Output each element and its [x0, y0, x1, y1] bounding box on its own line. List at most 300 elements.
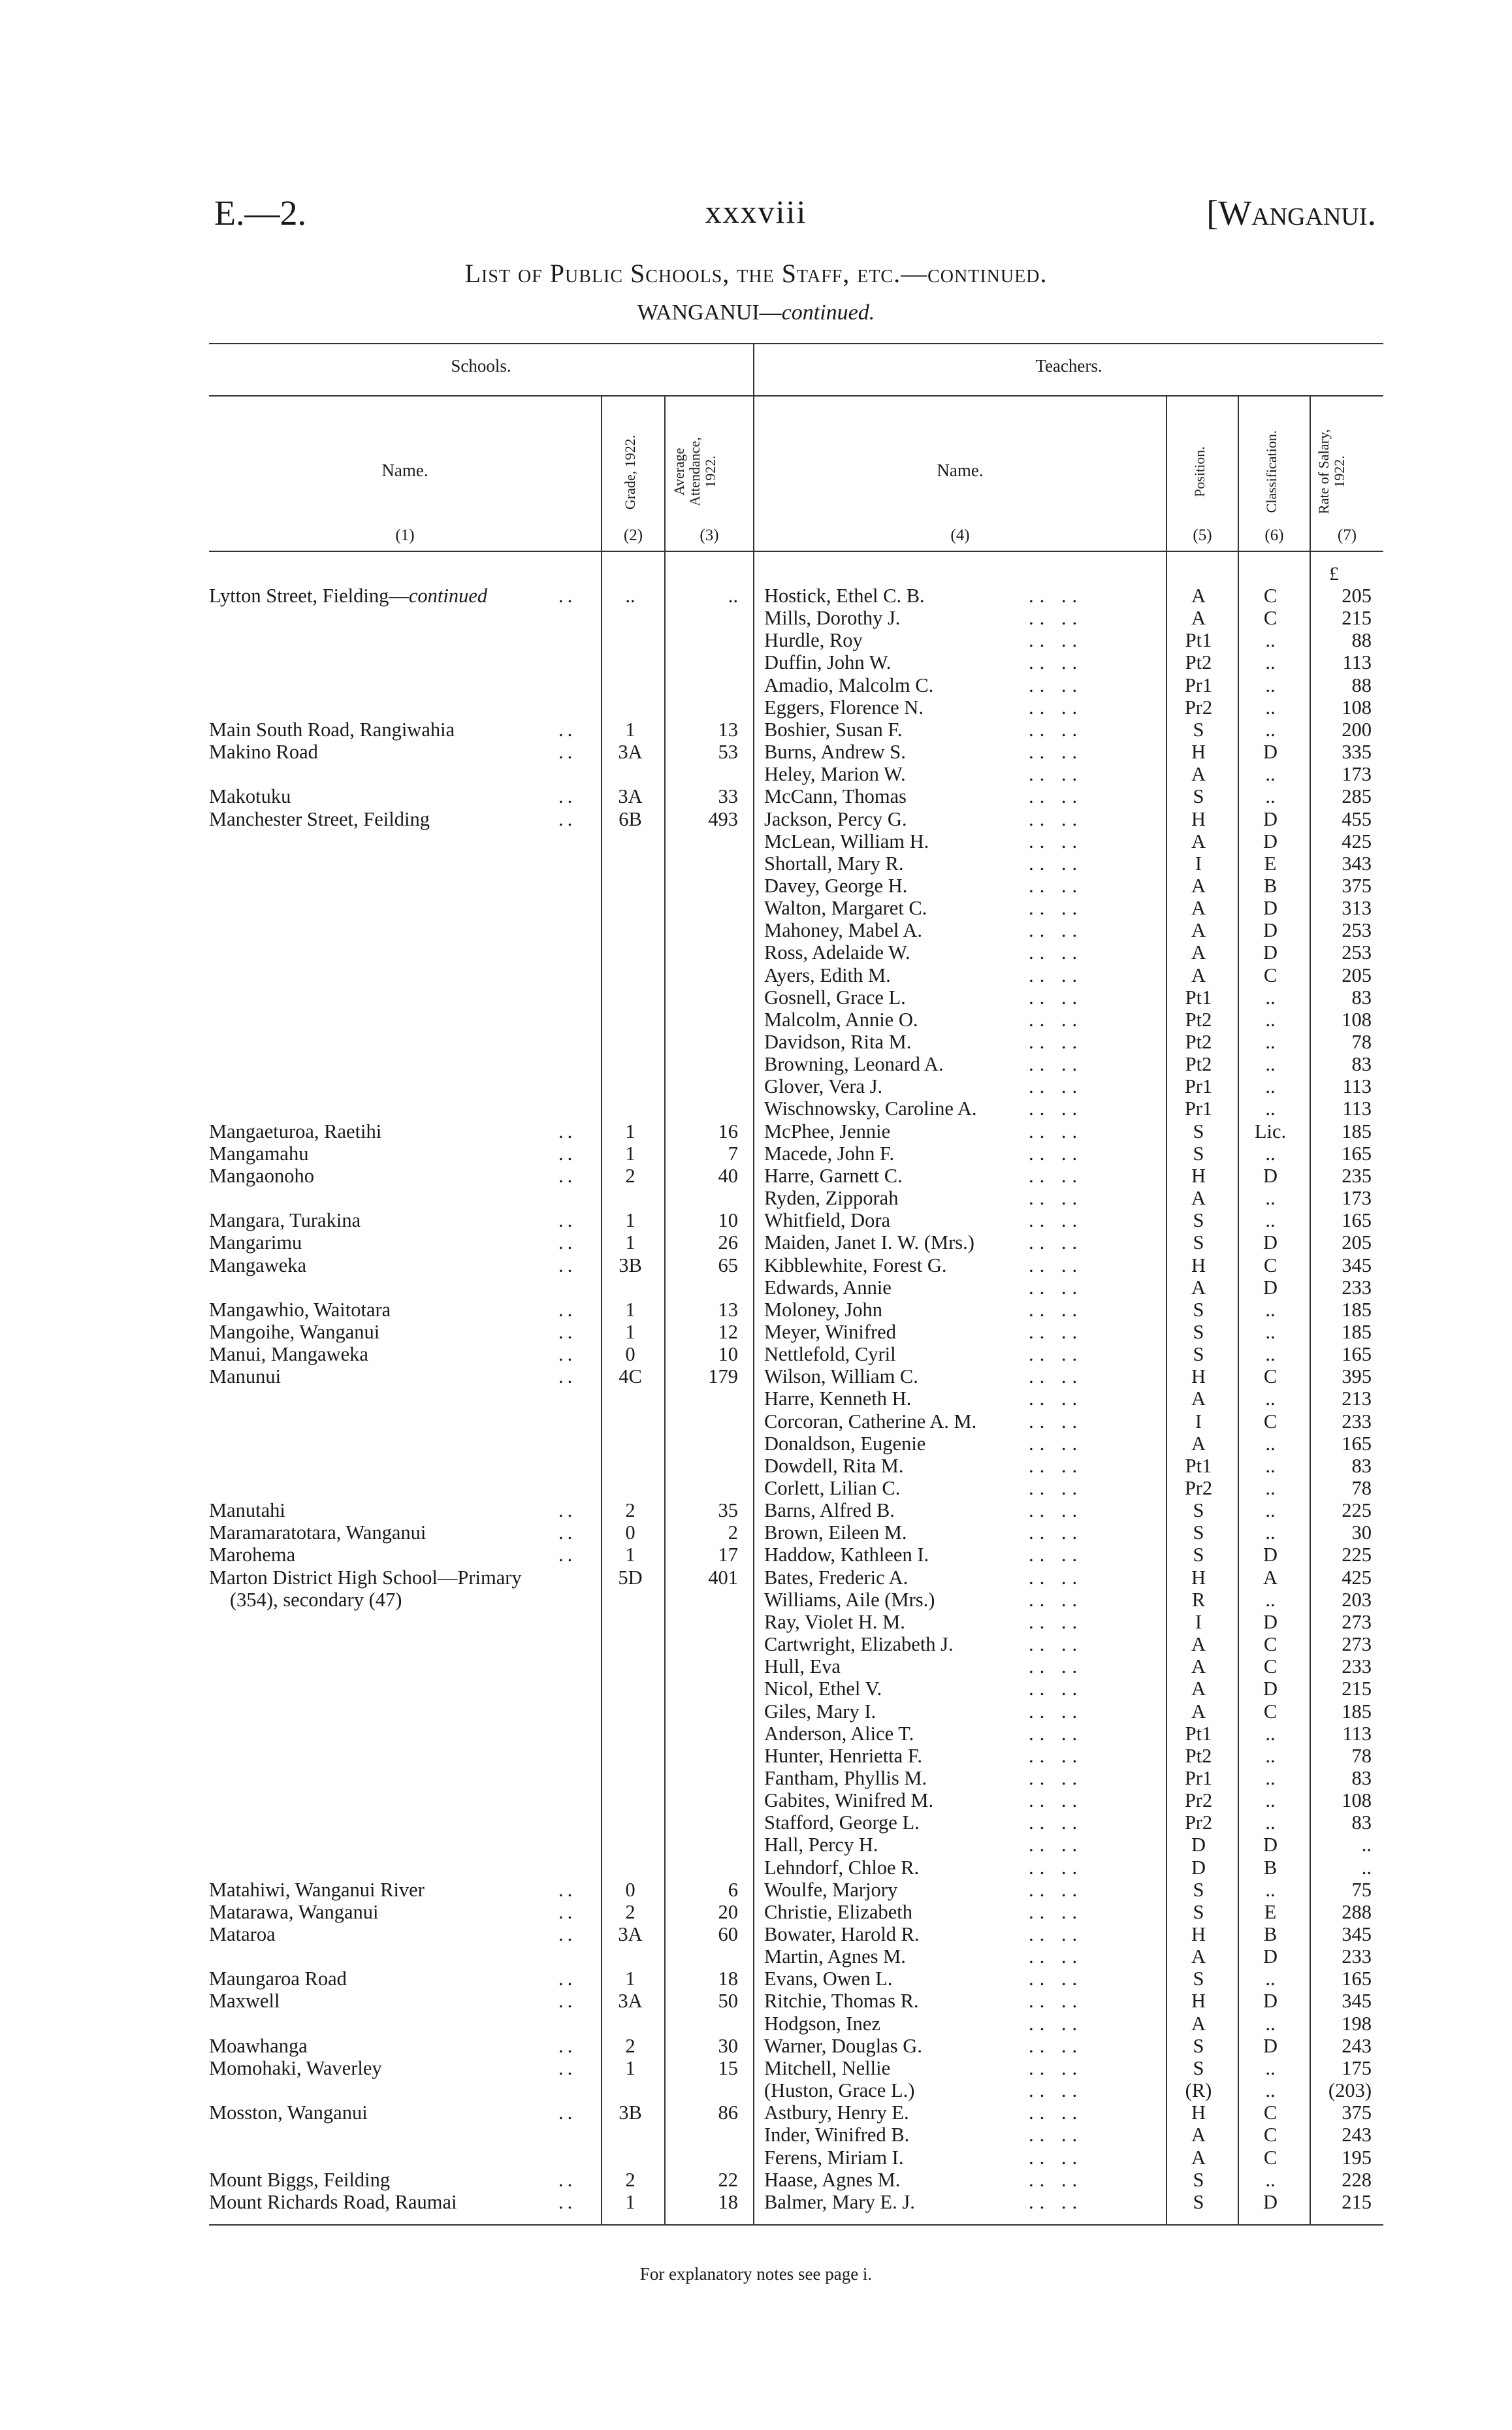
table-row: [0, 719, 1512, 741]
salary-cell: 215: [1342, 1677, 1372, 1700]
school-name: Marton District High School—Primary: [209, 1566, 522, 1589]
table-row: [0, 1031, 1512, 1053]
leader-dots: .. ..: [1029, 1187, 1084, 1210]
position-cell: I: [1195, 1610, 1202, 1633]
table-row: [0, 1231, 1512, 1254]
position-cell: S: [1193, 1320, 1204, 1343]
header-left: E.—2.: [214, 193, 306, 233]
classification-cell: D: [1263, 1276, 1278, 1299]
salary-cell: (203): [1328, 2079, 1372, 2102]
position-cell: I: [1195, 852, 1202, 875]
salary-cell: 108: [1342, 696, 1372, 719]
grade-cell: 1: [625, 1320, 635, 1343]
classification-cell: C: [1263, 1365, 1278, 1388]
table-row: [0, 1433, 1512, 1455]
salary-cell: 395: [1342, 1365, 1372, 1388]
salary-cell: 200: [1342, 718, 1372, 741]
school-name: Mangawhio, Waitotara: [209, 1298, 391, 1321]
salary-cell: 215: [1342, 2190, 1372, 2213]
classification-cell: ..: [1265, 696, 1276, 719]
teacher-name: Harre, Kenneth H.: [764, 1387, 912, 1410]
leader-dots: .. ..: [1029, 807, 1084, 830]
leader-dots: .. ..: [1029, 2124, 1084, 2146]
leader-dots: .. ..: [1029, 1990, 1084, 2013]
grade-cell: 3A: [618, 1990, 643, 2013]
teacher-name: Cartwright, Elizabeth J.: [764, 1633, 954, 1656]
salary-cell: 253: [1342, 941, 1372, 964]
teacher-name: Anderson, Alice T.: [764, 1722, 914, 1745]
position-cell: A: [1191, 1187, 1206, 1210]
leader-dots: .. ..: [1029, 1834, 1084, 1856]
leader-dots: .. ..: [1029, 874, 1084, 897]
position-cell: A: [1191, 941, 1206, 964]
classification-cell: ..: [1265, 651, 1276, 674]
position-cell: Pt2: [1185, 651, 1212, 674]
salary-cell: 205: [1342, 1231, 1372, 1254]
classification-cell: ..: [1265, 1298, 1276, 1321]
teacher-name: Brown, Eileen M.: [764, 1521, 907, 1544]
table-row: [0, 897, 1512, 919]
teacher-name: Hull, Eva: [764, 1655, 841, 1678]
table-row: [0, 1455, 1512, 1477]
leader-dots: .. ..: [1029, 2034, 1084, 2057]
position-cell: S: [1193, 1521, 1204, 1544]
attendance-cell: 10: [718, 1209, 738, 1232]
teacher-name: Donaldson, Eugenie: [764, 1432, 926, 1455]
teacher-name: McCann, Thomas: [764, 785, 907, 808]
header-right: [Wanganui.: [1206, 193, 1376, 233]
leader-dots: .. ..: [1029, 1410, 1084, 1433]
table-row: [0, 1365, 1512, 1387]
table-row: [0, 763, 1512, 785]
position-cell: (R): [1185, 2079, 1212, 2102]
position-cell: S: [1193, 1544, 1204, 1566]
position-cell: S: [1193, 1120, 1204, 1142]
position-cell: H: [1191, 1923, 1206, 1945]
leader-dots: .. ..: [1029, 941, 1084, 964]
classification-cell: ..: [1265, 1588, 1276, 1611]
position-cell: Pt1: [1185, 1454, 1212, 1477]
table-row: [0, 1923, 1512, 1945]
school-name: Mosston, Wanganui: [209, 2101, 368, 2124]
position-cell: H: [1191, 1990, 1206, 2013]
leader-dots: .. ..: [1029, 1633, 1084, 1656]
table-row: [0, 1097, 1512, 1120]
table-row: [0, 1299, 1512, 1321]
classification-cell: ..: [1265, 673, 1276, 696]
leader-dots: .. ..: [1029, 1454, 1084, 1477]
position-cell: S: [1193, 2190, 1204, 2213]
position-cell: S: [1193, 1499, 1204, 1522]
grade-cell: 1: [625, 1142, 635, 1165]
salary-cell: 213: [1342, 1387, 1372, 1410]
leader-dots: .. ..: [1029, 1878, 1084, 1901]
leader-dots: .. ..: [1029, 1499, 1084, 1522]
leader-dots: .. ..: [1029, 1945, 1084, 1968]
classification-cell: D: [1263, 1677, 1278, 1700]
grade-cell: 3A: [618, 1923, 643, 1945]
leader-dots: .. ..: [1029, 1097, 1084, 1120]
school-name: Main South Road, Rangiwahia: [209, 718, 455, 741]
teacher-name: Harre, Garnett C.: [764, 1164, 903, 1187]
teacher-name: Moloney, John: [764, 1298, 883, 1321]
grade-cell: 3B: [619, 1254, 642, 1276]
attendance-cell: 40: [718, 1164, 738, 1187]
school-name: Manunui: [209, 1365, 281, 1388]
teacher-name: Christie, Elizabeth: [764, 1900, 912, 1923]
teacher-name: Evans, Owen L.: [764, 1968, 893, 1990]
school-name: Moawhanga: [209, 2034, 308, 2057]
position-cell: A: [1191, 964, 1206, 986]
table-row: [0, 1834, 1512, 1856]
leader-dots: ..: [558, 1164, 577, 1187]
leader-dots: .. ..: [1029, 1231, 1084, 1254]
leader-dots: ..: [558, 1900, 577, 1923]
salary-cell: 113: [1342, 1722, 1372, 1745]
classification-cell: D: [1263, 1610, 1278, 1633]
grade-cell: 2: [625, 2034, 635, 2057]
teacher-name: Duffin, John W.: [764, 651, 892, 674]
salary-cell: 215: [1342, 607, 1372, 630]
grade-cell: 4C: [619, 1365, 642, 1388]
table-row: [0, 1521, 1512, 1544]
teacher-name: Nicol, Ethel V.: [764, 1677, 882, 1700]
classification-cell: C: [1263, 1633, 1278, 1656]
position-cell: Pr1: [1184, 1766, 1213, 1789]
classification-cell: C: [1263, 1254, 1278, 1276]
grade-cell: 3A: [618, 785, 643, 808]
teacher-name: Amadio, Malcolm C.: [764, 673, 934, 696]
teacher-name: Davidson, Rita M.: [764, 1031, 912, 1053]
leader-dots: .. ..: [1029, 2056, 1084, 2079]
salary-cell: 83: [1351, 1454, 1372, 1477]
position-cell: S: [1193, 1142, 1204, 1165]
teacher-name: Wilson, William C.: [764, 1365, 918, 1388]
grade-cell: 2: [625, 1900, 635, 1923]
position-cell: A: [1191, 585, 1206, 607]
grade-cell: 2: [625, 1164, 635, 1187]
leader-dots: .. ..: [1029, 1744, 1084, 1767]
table-row: [0, 696, 1512, 719]
leader-dots: .. ..: [1029, 785, 1084, 808]
salary-cell: 313: [1342, 897, 1372, 920]
attendance-cell: 22: [718, 2168, 738, 2191]
classification-cell: ..: [1265, 1320, 1276, 1343]
school-name: Matahiwi, Wanganui River: [209, 1878, 425, 1901]
teacher-name: Stafford, George L.: [764, 1811, 920, 1834]
teacher-name: Davey, George H.: [764, 874, 908, 897]
leader-dots: .. ..: [1029, 651, 1084, 674]
salary-cell: 273: [1342, 1610, 1372, 1633]
teacher-name: Jackson, Percy G.: [764, 807, 907, 830]
col-num-7: (7): [1337, 526, 1357, 544]
teacher-name: Inder, Winifred B.: [764, 2124, 910, 2146]
leader-dots: .. ..: [1029, 2190, 1084, 2213]
leader-dots: .. ..: [1029, 852, 1084, 875]
leader-dots: .. ..: [1029, 1923, 1084, 1945]
teacher-name: Mills, Dorothy J.: [764, 607, 901, 630]
salary-cell: 198: [1342, 2012, 1372, 2035]
salary-cell: 233: [1342, 1945, 1372, 1968]
position-cell: Pr2: [1184, 1789, 1213, 1812]
teacher-name: Eggers, Florence N.: [764, 696, 924, 719]
classification-cell: ..: [1265, 1766, 1276, 1789]
classification-cell: B: [1263, 1856, 1278, 1879]
salary-cell: 75: [1351, 1878, 1372, 1901]
attendance-cell: 10: [718, 1343, 738, 1366]
classification-cell: E: [1264, 852, 1277, 875]
school-name: Maungaroa Road: [209, 1968, 347, 1990]
position-cell: S: [1193, 1878, 1204, 1901]
leader-dots: .. ..: [1029, 1856, 1084, 1879]
leader-dots: ..: [558, 1320, 577, 1343]
table-row: [0, 674, 1512, 696]
teacher-name: Woulfe, Marjory: [764, 1878, 898, 1901]
salary-cell: 225: [1342, 1499, 1372, 1522]
leader-dots: .. ..: [1029, 1544, 1084, 1566]
table-row: [0, 1209, 1512, 1231]
teacher-name: Nettlefold, Cyril: [764, 1343, 896, 1366]
teacher-name: Ferens, Miriam I.: [764, 2146, 904, 2169]
position-cell: H: [1191, 1164, 1206, 1187]
salary-cell: 345: [1342, 1254, 1372, 1276]
teacher-name: Boshier, Susan F.: [764, 718, 903, 741]
classification-cell: ..: [1265, 1968, 1276, 1990]
classification-cell: C: [1263, 1655, 1278, 1678]
leader-dots: ..: [558, 1142, 577, 1165]
attendance-cell: 16: [718, 1120, 738, 1142]
leader-dots: .. ..: [1029, 1566, 1084, 1589]
position-cell: Pr1: [1184, 1097, 1213, 1120]
teacher-name: Balmer, Mary E. J.: [764, 2190, 915, 2213]
position-cell: Pt1: [1185, 629, 1212, 652]
teacher-name: Burns, Andrew S.: [764, 741, 906, 764]
teacher-name: Ross, Adelaide W.: [764, 941, 910, 964]
teacher-name: Glover, Vera J.: [764, 1075, 883, 1098]
position-cell: Pr1: [1184, 673, 1213, 696]
classification-cell: D: [1263, 2034, 1278, 2057]
salary-cell: 425: [1342, 830, 1372, 852]
grade-cell: 0: [625, 1521, 635, 1544]
leader-dots: .. ..: [1029, 585, 1084, 607]
col-header-school-name: Name.: [381, 461, 428, 480]
leader-dots: ..: [558, 785, 577, 808]
position-cell: A: [1191, 607, 1206, 630]
teacher-name: Bowater, Harold R.: [764, 1923, 920, 1945]
position-cell: A: [1191, 763, 1206, 786]
table-row: [0, 964, 1512, 986]
position-cell: S: [1193, 785, 1204, 808]
table-row: [0, 1187, 1512, 1209]
salary-cell: 165: [1342, 1968, 1372, 1990]
grade-cell: 0: [625, 1343, 635, 1366]
table-row: [0, 1075, 1512, 1097]
leader-dots: .. ..: [1029, 1298, 1084, 1321]
classification-cell: D: [1263, 1990, 1278, 2013]
position-cell: H: [1191, 1566, 1206, 1589]
table-row: [0, 1566, 1512, 1589]
currency-symbol: £: [1329, 563, 1339, 585]
salary-cell: 108: [1342, 1008, 1372, 1031]
leader-dots: ..: [558, 1298, 577, 1321]
position-cell: S: [1193, 2034, 1204, 2057]
leader-dots: .. ..: [1029, 1766, 1084, 1789]
attendance-cell: ..: [728, 585, 738, 607]
attendance-cell: 17: [718, 1544, 738, 1566]
leader-dots: ..: [558, 1544, 577, 1566]
table-row: [0, 986, 1512, 1009]
table-row: [0, 1120, 1512, 1142]
classification-cell: ..: [1265, 1187, 1276, 1210]
classification-cell: C: [1263, 2124, 1278, 2146]
attendance-cell: 18: [718, 1968, 738, 1990]
salary-cell: 185: [1342, 1320, 1372, 1343]
leader-dots: .. ..: [1029, 1365, 1084, 1388]
leader-dots: .. ..: [1029, 1588, 1084, 1611]
teacher-name: Haase, Agnes M.: [764, 2168, 901, 2191]
group-header-schools: Schools.: [451, 356, 511, 376]
classification-cell: B: [1263, 874, 1278, 897]
salary-cell: 165: [1342, 1209, 1372, 1232]
salary-cell: 83: [1351, 1053, 1372, 1076]
salary-cell: 78: [1351, 1477, 1372, 1499]
salary-cell: 83: [1351, 986, 1372, 1009]
position-cell: Pr2: [1184, 1477, 1213, 1499]
school-name: Maxwell: [209, 1990, 280, 2013]
position-cell: D: [1191, 1856, 1206, 1879]
leader-dots: .. ..: [1029, 1387, 1084, 1410]
col-header-grade: Grade, 1922.: [622, 434, 638, 510]
salary-cell: 203: [1342, 1588, 1372, 1611]
attendance-cell: 26: [718, 1231, 738, 1254]
salary-cell: 88: [1351, 629, 1372, 652]
table-row: [0, 1901, 1512, 1923]
teacher-name: Haddow, Kathleen I.: [764, 1544, 929, 1566]
leader-dots: ..: [558, 1923, 577, 1945]
school-name: Lytton Street, Fielding—continued: [209, 585, 488, 607]
salary-cell: 78: [1351, 1031, 1372, 1053]
group-header-teachers: Teachers.: [1035, 356, 1102, 376]
leader-dots: .. ..: [1029, 1700, 1084, 1723]
classification-cell: C: [1263, 607, 1278, 630]
grade-cell: 1: [625, 1231, 635, 1254]
table-row: [0, 2124, 1512, 2146]
classification-cell: ..: [1265, 2012, 1276, 2035]
table-row: [0, 1856, 1512, 1879]
leader-dots: .. ..: [1029, 1031, 1084, 1053]
teacher-name: Martin, Agnes M.: [764, 1945, 906, 1968]
table-row: [0, 2057, 1512, 2079]
salary-cell: 253: [1342, 919, 1372, 942]
attendance-cell: 35: [718, 1499, 738, 1522]
leader-dots: .. ..: [1029, 607, 1084, 630]
classification-cell: ..: [1265, 986, 1276, 1009]
teacher-name: Whitfield, Dora: [764, 1209, 891, 1232]
table-row: [0, 1477, 1512, 1499]
table-row: [0, 585, 1512, 607]
leader-dots: .. ..: [1029, 1142, 1084, 1165]
salary-cell: 225: [1342, 1544, 1372, 1566]
school-name: Marohema: [209, 1544, 296, 1566]
position-cell: A: [1191, 1700, 1206, 1723]
classification-cell: D: [1263, 1544, 1278, 1566]
position-cell: Pr2: [1184, 1811, 1213, 1834]
leader-dots: ..: [558, 1990, 577, 2013]
grade-cell: 1: [625, 1298, 635, 1321]
salary-cell: 88: [1351, 673, 1372, 696]
leader-dots: .. ..: [1029, 673, 1084, 696]
teacher-name: Kibblewhite, Forest G.: [764, 1254, 947, 1276]
position-cell: S: [1193, 1209, 1204, 1232]
leader-dots: .. ..: [1029, 919, 1084, 942]
col-num-6: (6): [1264, 526, 1284, 544]
classification-cell: ..: [1265, 1722, 1276, 1745]
table-row: [0, 2169, 1512, 2191]
classification-cell: Lic.: [1254, 1120, 1287, 1142]
table-row: [0, 2035, 1512, 2057]
classification-cell: ..: [1265, 629, 1276, 652]
position-cell: Pt1: [1185, 986, 1212, 1009]
teacher-name: Fantham, Phyllis M.: [764, 1766, 927, 1789]
grade-cell: 6B: [619, 807, 642, 830]
teacher-name: Hall, Percy H.: [764, 1834, 878, 1856]
classification-cell: ..: [1265, 2056, 1276, 2079]
teacher-name: Giles, Mary I.: [764, 1700, 877, 1723]
teacher-name: Astbury, Henry E.: [764, 2101, 909, 2124]
attendance-cell: 493: [708, 807, 738, 830]
school-name: Mount Richards Road, Raumai: [209, 2190, 457, 2213]
teacher-name: Macede, John F.: [764, 1142, 895, 1165]
salary-cell: ..: [1361, 1834, 1372, 1856]
col-num-2: (2): [623, 526, 643, 544]
position-cell: H: [1191, 1254, 1206, 1276]
table-row: [0, 1499, 1512, 1521]
position-cell: A: [1191, 2124, 1206, 2146]
grade-cell: 3A: [618, 741, 643, 764]
school-name: Manui, Mangaweka: [209, 1343, 368, 1366]
table-row: [0, 1387, 1512, 1410]
classification-cell: ..: [1265, 763, 1276, 786]
classification-cell: ..: [1265, 1343, 1276, 1366]
col-num-5: (5): [1193, 526, 1212, 544]
salary-cell: 235: [1342, 1164, 1372, 1187]
position-cell: A: [1191, 1432, 1206, 1455]
table-row: [0, 1723, 1512, 1745]
school-name: Makotuku: [209, 785, 291, 808]
table-row: [0, 607, 1512, 629]
table-row: [0, 1677, 1512, 1700]
attendance-cell: 13: [718, 718, 738, 741]
teacher-name: Warner, Douglas G.: [764, 2034, 922, 2057]
teacher-name: Wischnowsky, Caroline A.: [764, 1097, 977, 1120]
school-name: Mangaonoho: [209, 1164, 314, 1187]
classification-cell: ..: [1265, 1521, 1276, 1544]
classification-cell: ..: [1265, 1811, 1276, 1834]
school-name: Mangaweka: [209, 1254, 307, 1276]
position-cell: A: [1191, 1276, 1206, 1299]
grade-cell: 2: [625, 2168, 635, 2191]
position-cell: H: [1191, 2101, 1206, 2124]
table-row: [0, 741, 1512, 763]
leader-dots: ..: [558, 1365, 577, 1388]
teacher-name: Hunter, Henrietta F.: [764, 1744, 922, 1767]
salary-cell: 205: [1342, 585, 1372, 607]
leader-dots: .. ..: [1029, 1432, 1084, 1455]
salary-cell: 113: [1342, 651, 1372, 674]
teacher-name: Walton, Margaret C.: [764, 897, 927, 920]
teacher-name: (Huston, Grace L.): [764, 2079, 915, 2102]
position-cell: Pt1: [1185, 1722, 1212, 1745]
